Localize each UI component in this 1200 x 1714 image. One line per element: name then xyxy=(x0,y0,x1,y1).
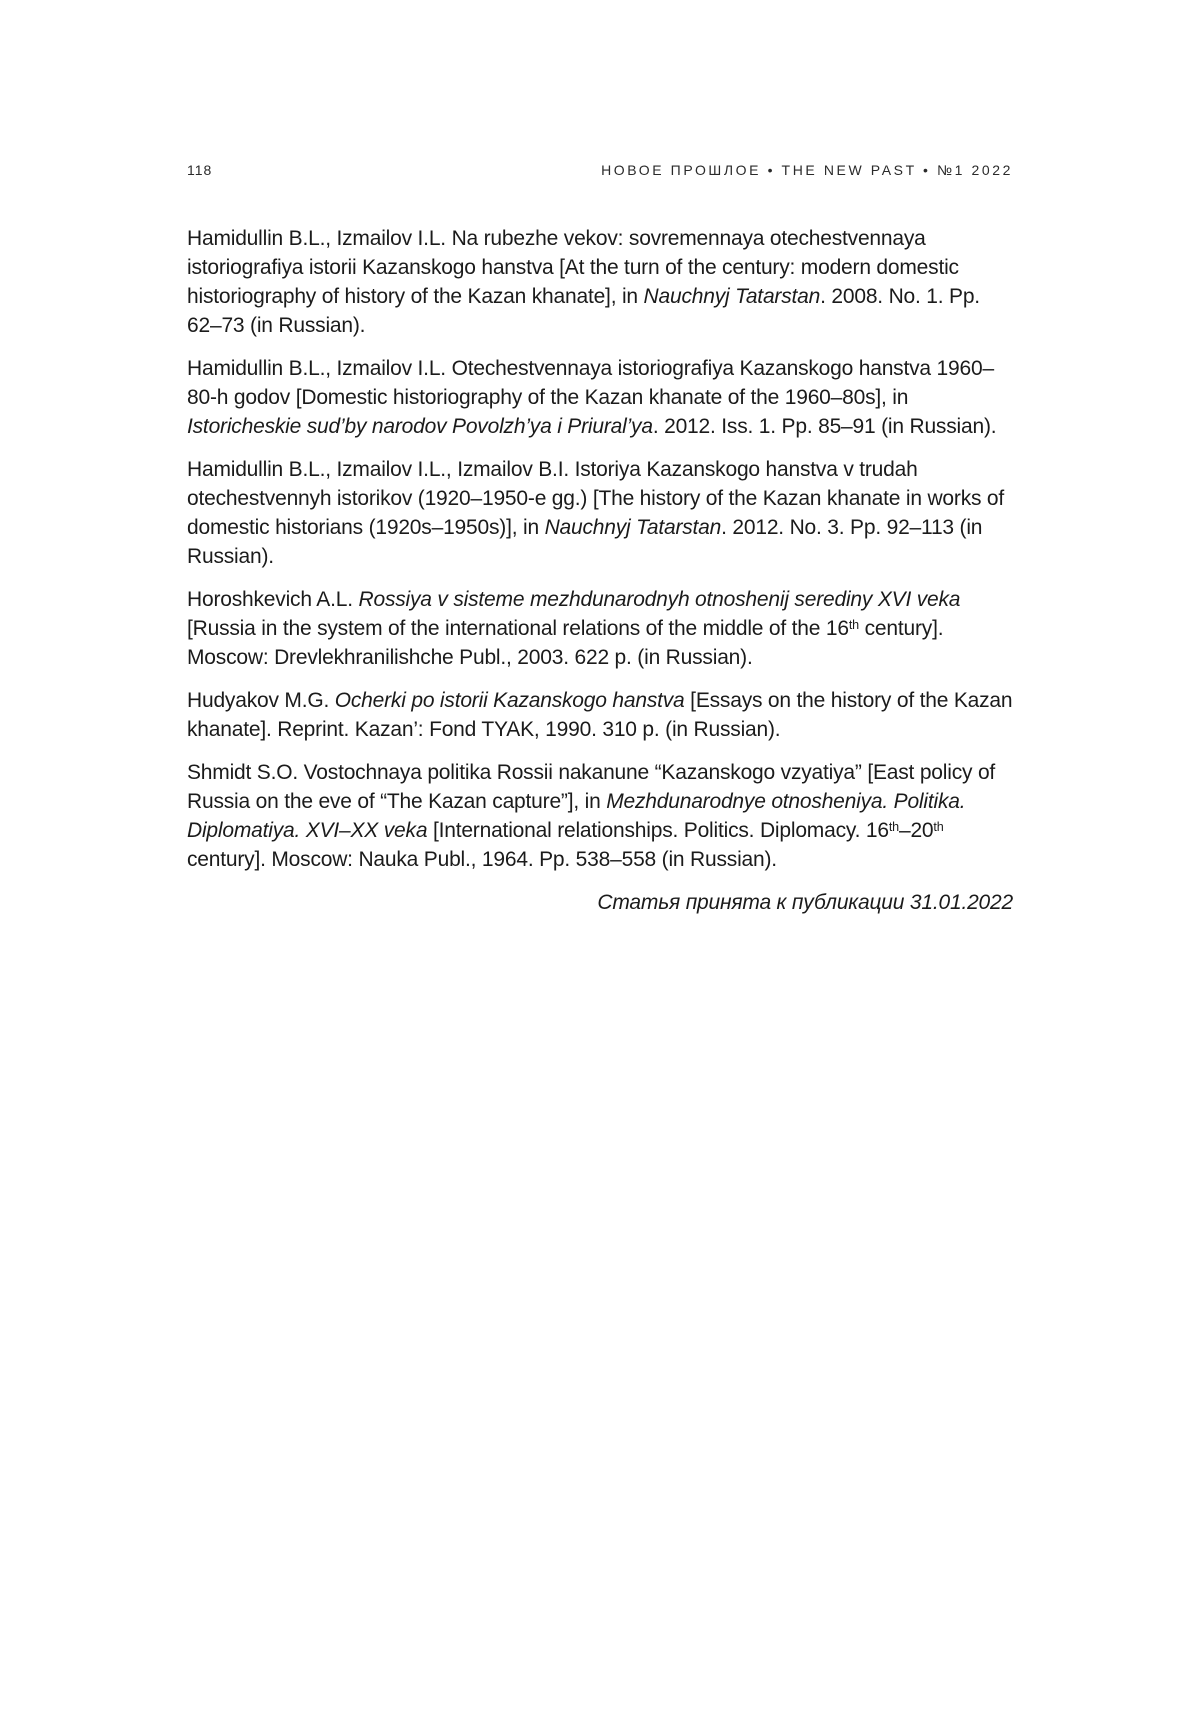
reference-entry xyxy=(187,455,1013,571)
reference-text: . 2008. No. 1. Pp. 62–73 (in Russian). xyxy=(187,285,980,337)
running-header xyxy=(187,162,1013,178)
reference-text: Hudyakov M.G. xyxy=(187,689,335,712)
reference-text: Shmidt S.O. Vostochnaya politika Rossii nakanune “Kazanskogo vzyatiya” [East policy of Russia on the eve of “The Kazan capture”], in xyxy=(187,761,996,813)
references-list xyxy=(187,224,1013,874)
reference-text: . 2012. No. 3. Pp. 92–113 (in Russian). xyxy=(187,516,983,568)
work-title-italic: Nauchnyj Tatarstan xyxy=(643,285,821,308)
reference-entry xyxy=(187,686,1013,744)
reference-entry xyxy=(187,585,1013,672)
acceptance-note: Статья принята к публикации 31.01.2022 xyxy=(597,891,1013,914)
reference-text: . 2012. Iss. 1. Pp. 85–91 (in Russian). xyxy=(652,415,997,438)
reference-text: [Russia in the system of the international relations of the middle of the 16 xyxy=(187,617,849,640)
reference-text: –20 xyxy=(898,819,934,842)
reference-text: Hamidullin B.L., Izmailov I.L., Izmailov B.I. Istoriya Kazanskogo hanstva v trudah otechestvennyh istorikov (1920–1950-e gg.) [The history of the Kazan khanate in works of domestic historians (1920s–1950s)], in xyxy=(187,458,1005,539)
reference-entry xyxy=(187,758,1013,874)
reference-entry xyxy=(187,224,1013,340)
ordinal-superscript: th xyxy=(888,819,899,834)
reference-text: Hamidullin B.L., Izmailov I.L. Na rubezhe vekov: sovremennaya otechestvennaya istoriografiya istorii Kazanskogo hanstva [At the turn of the century: modern domestic historiography of history of the Kazan khanate], in xyxy=(187,227,959,308)
reference-entry xyxy=(187,354,1013,441)
reference-text: Horoshkevich A.L. xyxy=(187,588,359,611)
reference-text: Hamidullin B.L., Izmailov I.L. Otechestvennaya istoriografiya Kazanskogo hanstva 1960–80-h godov [Domestic historiography of the Kazan khanate of the 1960–80s], in xyxy=(187,357,994,409)
ordinal-superscript: th xyxy=(848,617,859,632)
page-number: 118 xyxy=(187,162,213,178)
reference-text: [International relationships. Politics. Diplomacy. 16 xyxy=(427,819,889,842)
ordinal-superscript: th xyxy=(933,819,944,834)
work-title-italic: Mezhdunarodnye otnosheniya. Politika. Diplomatiya. XVI–XX veka xyxy=(187,790,966,842)
work-title-italic: Ocherki po istorii Kazanskogo hanstva xyxy=(334,689,685,712)
reference-text: [Essays on the history of the Kazan khanate]. Reprint. Kazan’: Fond TYAK, 1990. 310 p. (in Russian). xyxy=(187,689,1013,741)
work-title-italic: Nauchnyj Tatarstan xyxy=(544,516,722,539)
journal-title: НОВОЕ ПРОШЛОЕ • THE NEW PAST • №1 2022 xyxy=(601,162,1013,178)
reference-text: century]. Moscow: Nauka Publ., 1964. Pp. 538–558 (in Russian). xyxy=(187,848,777,871)
reference-text: century]. Moscow: Drevlekhranilishche Publ., 2003. 622 p. (in Russian). xyxy=(187,617,944,669)
work-title-italic: Istoricheskie sud’by narodov Povolzh’ya i Priural’ya xyxy=(187,415,653,438)
work-title-italic: Rossiya v sisteme mezhdunarodnyh otnoshenij serediny XVI veka xyxy=(358,588,961,611)
